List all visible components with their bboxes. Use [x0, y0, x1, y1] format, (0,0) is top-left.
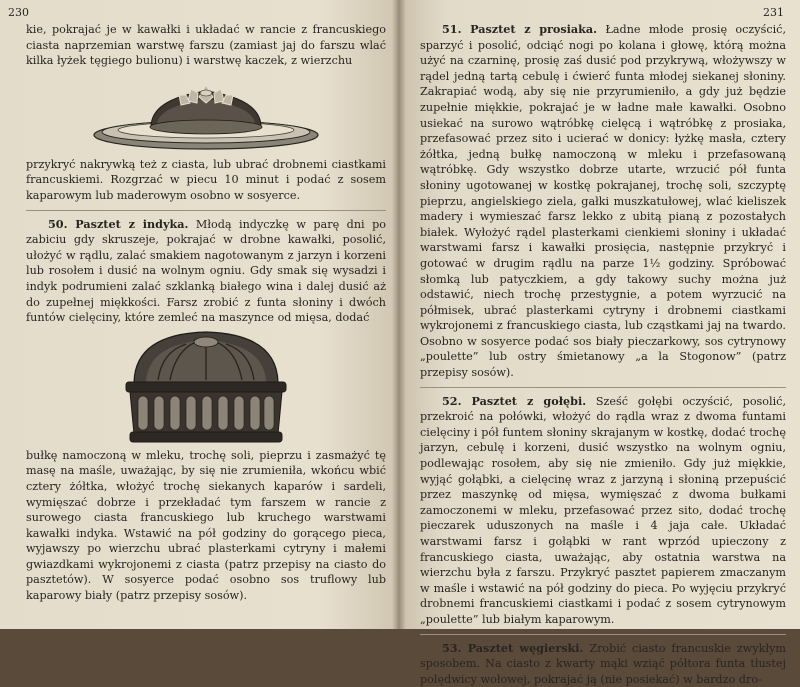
left-page: [0, 0, 398, 629]
pie-illustration-dome: [91, 69, 321, 157]
paragraph-recipe-50-continued: bułkę namoczoną w mleku, trochę soli, pieprzu i zasmażyć tę masę na maśle, uważając, by się nie zrumieniła, wkońcu wbić cztery żółtka, włożyć trochę siekanych kaparów i sardeli, wymięszać dobrze i przekładać tym farszem w rancie z surowego ciasta francuskiego lub kruchego warstwami kawałki indyka. Wstawić na pół godziny do gorącego pieca, wyjawszy po wierzchu ubrać plasterkami cytryny i małemi gwiazdkami wykrojonemi z ciasta (patrz przepisy na ciasto do pasztetów). W sosyerce podać osobno sos truflowy lub kaparowy biały (patrz przepisy sosów).: [26, 448, 386, 603]
recipe-52-title: 52. Pasztet z gołębi.: [442, 393, 587, 408]
recipe-50-text: Młodą indyczkę w parę dni po zabiciu gdy skruszeje, pokrajać w drobne kawałki, posolić, ułożyć w rądlu, zalać smakiem nagotowanym z jarzyn i korzeni lub rosołem i dusić na wolnym ogniu. Gdy smak się wysadzi i indyk podrumieni zalać szklanką białego wina i dalej dusić aż do zupełnej miękkości. Farsz zrobić z funta słoniny i dwóch funtów cielęciny, które zemleć na maszynce od mięsa, dodać: [26, 217, 387, 325]
paragraph-serving: przykryć nakrywką też z ciasta, lub ubrać drobnemi ciastkami francuskiemi. Rozgrzać w piecu 10 minut i podać z sosem kaparowym lub maderowym osobno w sosyerce.: [26, 157, 386, 202]
book-gutter: [392, 0, 406, 629]
recipe-53: [420, 641, 786, 687]
right-page: [398, 0, 800, 686]
recipe-52-text: Sześć gołębi oczyścić, posolić, przekroić na połówki, włożyć do rądla wraz z dwoma funtami cielęciny i pół funtem słoniny skrajanym w kostkę, dodać trochę jarzyn, cebulę i korzeni, dusić wszystko na wolnym ogniu, podlewając rosołem, aby się nie zmieniło. Gdy już miękkie, wyjąć gołąbki, a cielęcinę wraz z jarzyną i słoniną przepuścić przez maszynkę od mięsa, wymięszać z dwoma bułkami zamoczonemi w mleku, przefasować przez sito, dodać trochę pieczarek uduszonych na maśle i 4 jaja całe. Układać warstwami farsz i gołąbki w rant wprzód upieczony z francuskiego ciasta, uważając, aby ostatnia warstwa na wierzchu była z farszu. Przykryć pasztet papierem zmaczanym w maśle i wstawić na pół godziny do pieca. Po wyjęciu przykryć drobnemi francuskiemi ciastkami i podać z sosem cytrynowym „poulette” lub białym kaparowym.: [420, 394, 787, 626]
divider: [420, 634, 786, 635]
recipe-51-text: Ładne młode prosię oczyścić, sparzyć i posolić, odciąć nogi po kolana i głowę, którą można użyć na czarninę, prosię zaś dusić pod przykrywą, włożywszy w rądel jedną tartą cebulę i ćwierć funta młodej siekanej słoniny. Zakrapiać wodą, aby się nie przyrumieniło, a gdy już będzie zupełnie miękkie, pokrajać je w ładne małe kawałki. Osobno usiekać na surowo wątróbkę cielęcą i wątróbkę z prosiaka, przefasować przez sito i ucierać w donicy: łyżkę masła, cztery żółtka, jedną bułkę namoczoną w mleku i przefasowaną wątróbkę. Gdy wszystko dobrze utarte, wrzucić pół funta słoniny ugotowanej w kostkę pokrajanej, trochę soli, szczyptę pieprzu, angielskiego ziela, gałki muszkatułowej, wlać kieliszek madery i wymieszać farsz lekko z ubitą pianą z pozostałych białek. Wyłożyć rądel plasterkami cienkiemi słoniny i układać warstwami farsz i kawałki prosięcia, następnie przykryć i gotować w drugim rądlu na parze 1½ godziny. Spróbować słomką lub patyczkiem, a gdy takowy suchy można już odstawić, niech trochę przestygnie, a potem wyrzucić na półmisek, ubrać plasterkami cytryny i drobnemi ciastkami wykrojonemi z francuskiego ciasta, lub cząstkami jaj na twardo. Osobno w sosyerce podać sos biały pieczarkowy, sos cytrynowy „poulette” lub ostry śmietanowy „a la Stogonow” (patrz przepisy sosów).: [420, 23, 786, 380]
recipe-51-title: 51. Pasztet z prosiaka.: [442, 22, 598, 36]
paragraph-continued: kie, pokrajać je w kawałki i układać w rancie z francuskiego ciasta naprzemian warstwę farszu (zamiast jaj do farszu wlać kilka łyżek tęgiego bulionu) i warstwę kaczek, z wierzchu: [26, 23, 386, 68]
pie-illustration-tureen: [106, 326, 306, 448]
divider: [26, 210, 386, 211]
recipe-50: [26, 217, 386, 326]
page-number-left: 230: [8, 6, 29, 19]
recipe-50-title: 50. Pasztet z indyka.: [48, 216, 189, 231]
recipe-51: [420, 22, 786, 381]
recipe-52: [420, 394, 786, 628]
recipe-53-text: Zrobić ciasto francuskie zwykłym sposobem. Na ciasto z kwarty mąki wziąć półtora funta tłustej polędwicy wołowej, pokrajać ją (nie posiekać) w bardzo dro-: [420, 641, 787, 686]
divider: [420, 387, 786, 388]
recipe-53-title: 53. Pasztet węgierski.: [442, 640, 584, 655]
page-number-right: 231: [763, 6, 784, 19]
